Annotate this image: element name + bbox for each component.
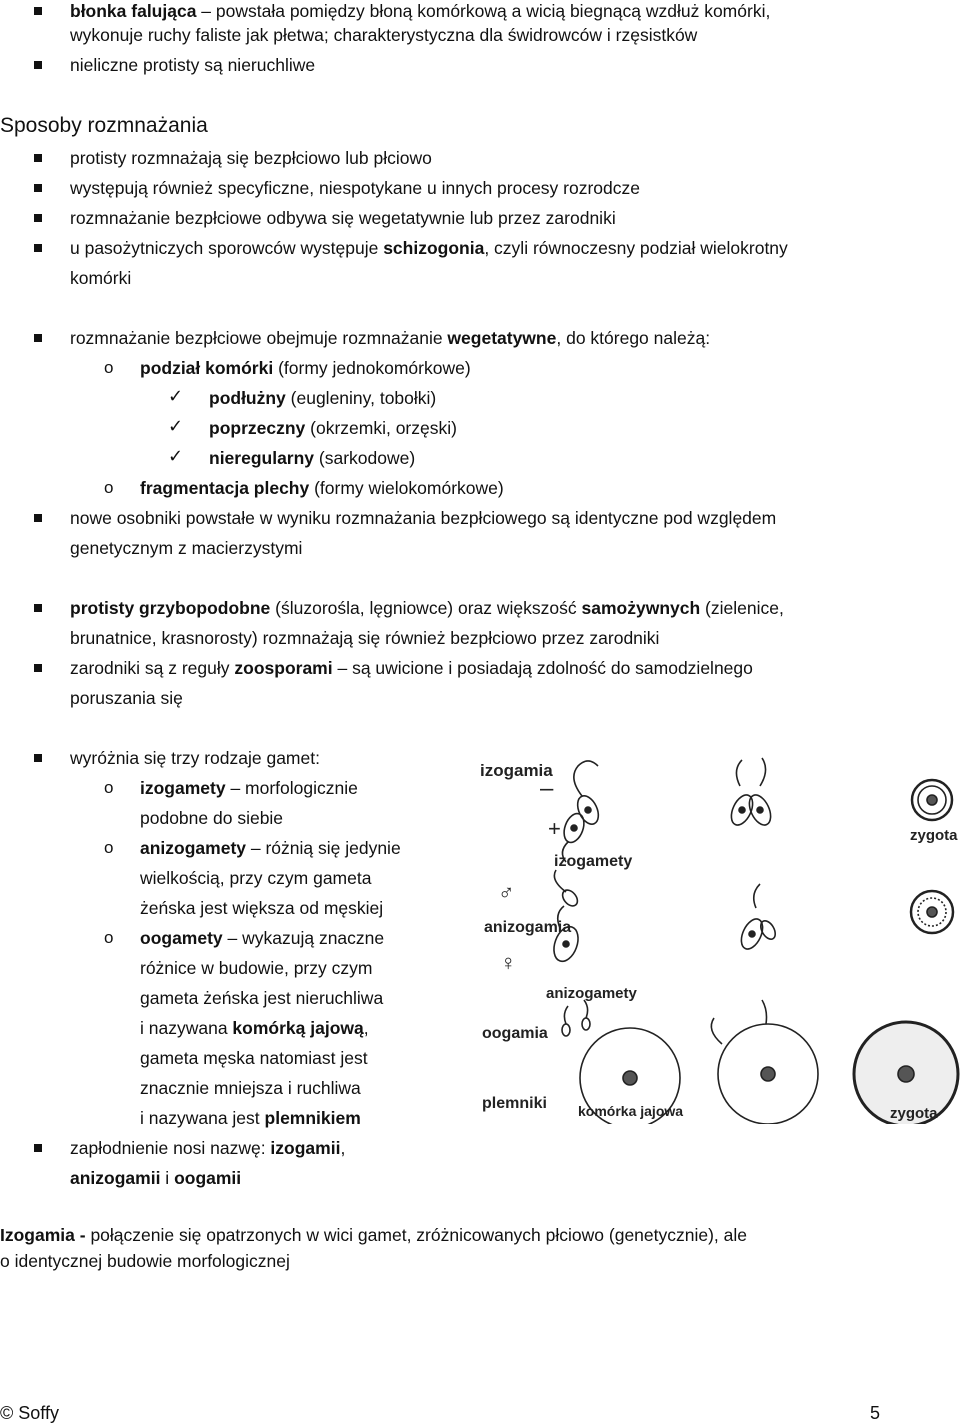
text-line: wykonuje ruchy faliste jak płetwa; charakterystyczna dla świdrowców i rzęsistków	[70, 25, 698, 45]
page-number: 5	[870, 1403, 881, 1423]
sub-item: wielkością, przy czym gameta	[140, 868, 372, 888]
bullet-icon	[34, 7, 42, 15]
bullet-icon	[34, 184, 42, 192]
label-anizogamia: anizogamia	[484, 919, 572, 936]
circle-bullet-icon: o	[104, 358, 114, 377]
female-symbol: ♀	[500, 950, 517, 975]
bullet-text: występują również specyficzne, niespotykane u innych procesy rozrodcze	[70, 178, 641, 198]
sub-item: izogamety – morfologicznie	[140, 778, 358, 798]
label-oogamia: oogamia	[482, 1025, 548, 1042]
label-zygota: zygota	[890, 1105, 938, 1122]
bullet-icon	[34, 604, 42, 612]
bullet-text: u pasożytniczych sporowców występuje schizogonia, czyli równoczesny podział wielokrotny	[70, 238, 788, 258]
bullet-text: protisty rozmnażają się bezpłciowo lub płciowo	[70, 148, 432, 168]
label-izogamety: izogamety	[554, 853, 633, 870]
sub-item: fragmentacja plechy (formy wielokomórkowe)	[140, 478, 504, 498]
isogamete-minus-icon	[574, 761, 603, 827]
gamete-types-figure	[470, 748, 960, 1124]
check-item: poprzeczny (okrzemki, orzęski)	[209, 418, 457, 438]
bullet-text: anizogamii i oogamii	[70, 1168, 242, 1188]
fusing-gametes-icon	[727, 758, 775, 828]
bullet-icon	[34, 754, 42, 762]
bullet-text: poruszania się	[70, 688, 183, 708]
bullet-icon	[34, 334, 42, 342]
sub-item: gameta męska natomiast jest	[140, 1048, 368, 1068]
bullet-text: genetycznym z macierzystymi	[70, 538, 303, 558]
sub-item: różnice w budowie, przy czym	[140, 958, 373, 978]
text-line: błonka falująca – powstała pomiędzy błoną komórkową a wicią biegnącą wzdłuż komórki,	[70, 1, 771, 21]
bullet-icon	[34, 154, 42, 162]
bullet-text: komórki	[70, 268, 132, 288]
section-title: Sposoby rozmnażania	[0, 114, 208, 137]
bullet-icon	[34, 514, 42, 522]
label-zygota: zygota	[910, 827, 958, 844]
minus-sign: –	[540, 775, 554, 802]
circle-bullet-icon: o	[104, 478, 114, 497]
circle-bullet-icon: o	[104, 838, 114, 857]
zygote-icon	[911, 891, 953, 933]
sub-item: podobne do siebie	[140, 808, 284, 828]
sub-item: i nazywana jest plemnikiem	[140, 1108, 361, 1128]
bullet-icon	[34, 61, 42, 69]
circle-bullet-icon: o	[104, 778, 114, 797]
sub-item: i nazywana komórką jajową,	[140, 1018, 369, 1038]
check-item: podłużny (eugleniny, tobołki)	[209, 388, 437, 408]
fusing-anisogametes-icon	[737, 884, 778, 952]
fertilization-egg-icon	[711, 1000, 818, 1124]
plus-sign: +	[548, 816, 561, 841]
sub-item: anizogamety – różnią się jedynie	[140, 838, 401, 858]
definition: Izogamia - połączenie się opatrzonych w wici gamet, zróżnicowanych płciowo (genetycznie), ale	[0, 1225, 748, 1245]
bullet-text: wyróżnia się trzy rodzaje gamet:	[70, 748, 320, 768]
check-icon: ✓	[168, 386, 184, 407]
definition: o identycznej budowie morfologicznej	[0, 1251, 290, 1271]
bullet-text: protisty grzybopodobne (śluzorośla, lęgniowce) oraz większość samożywnych (zielenice,	[70, 598, 784, 618]
bullet-text: zarodniki są z reguły zoosporami – są uwicione i posiadają zdolność do samodzielnego	[70, 658, 753, 678]
label-komorka-jajowa: komórka jajowa	[578, 1103, 684, 1119]
label-izogamia: izogamia	[480, 761, 553, 780]
sub-item: żeńska jest większa od męskiej	[140, 898, 384, 918]
bullet-icon	[34, 1144, 42, 1152]
anisogamete-male-icon	[554, 870, 580, 909]
zygote-icon	[912, 780, 952, 820]
check-item: nieregularny (sarkodowe)	[209, 448, 416, 468]
bullet-text: rozmnażanie bezpłciowe odbywa się wegetatywnie lub przez zarodniki	[70, 208, 616, 228]
label-plemniki: plemniki	[482, 1095, 547, 1112]
bullet-text: rozmnażanie bezpłciowe obejmuje rozmnażanie wegetatywne, do którego należą:	[70, 328, 711, 348]
circle-bullet-icon: o	[104, 928, 114, 947]
male-symbol: ♂	[498, 880, 515, 905]
sub-item: oogamety – wykazują znaczne	[140, 928, 385, 948]
bullet-icon	[34, 244, 42, 252]
bullet-text: nowe osobniki powstałe w wyniku rozmnażania bezpłciowego są identyczne pod względem	[70, 508, 777, 528]
check-icon: ✓	[168, 416, 184, 437]
bullet-icon	[34, 664, 42, 672]
bullet-text: brunatnice, krasnorosty) rozmnażają się również bezpłciowo przez zarodniki	[70, 628, 660, 648]
sub-item: podział komórki (formy jednokomórkowe)	[140, 358, 471, 378]
sperm-cell-icon	[562, 1000, 590, 1036]
bullet-text: zapłodnienie nosi nazwę: izogamii,	[70, 1138, 346, 1158]
bullet-icon	[34, 214, 42, 222]
label-anizogamety: anizogamety	[546, 985, 637, 1002]
footer-copyright: © Soffy	[0, 1403, 59, 1423]
check-icon: ✓	[168, 446, 184, 467]
sub-item: znacznie mniejsza i ruchliwa	[140, 1078, 361, 1098]
text-line: nieliczne protisty są nieruchliwe	[70, 55, 316, 75]
sub-item: gameta żeńska jest nieruchliwa	[140, 988, 384, 1008]
